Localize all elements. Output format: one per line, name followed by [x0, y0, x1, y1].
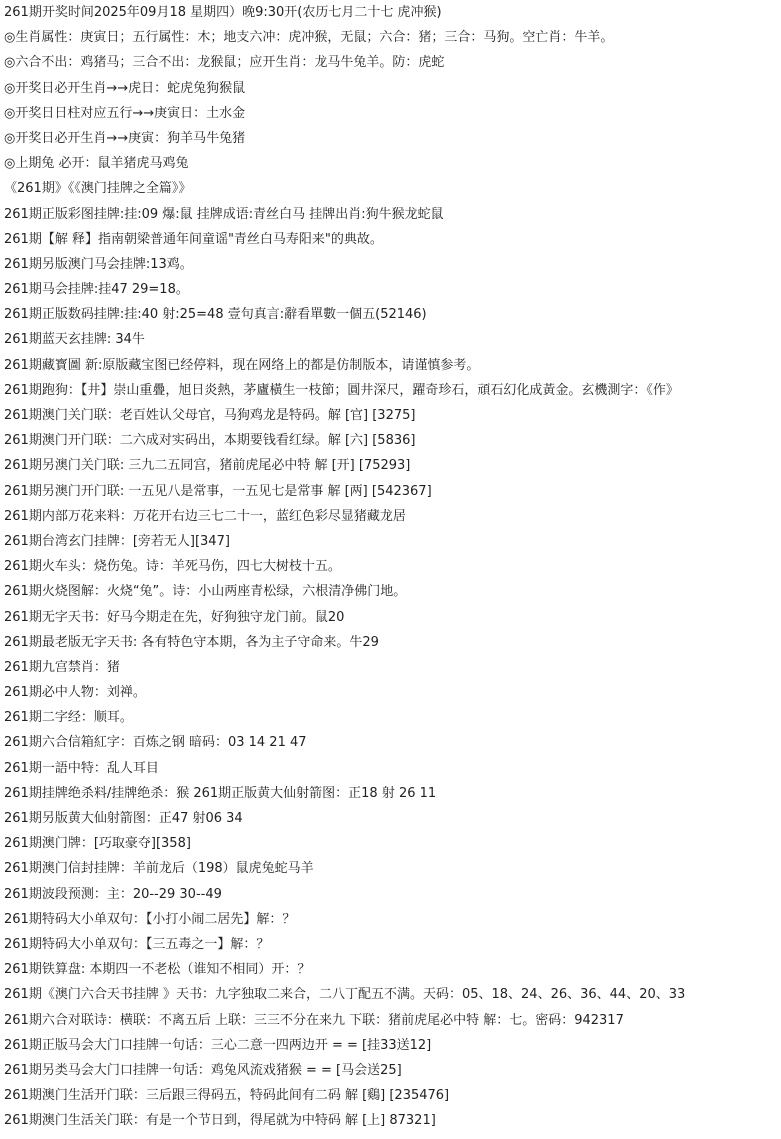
text-line: 261期澳门关门联：老百姓认父母官，马狗鸡龙是特码。解 [官] [3275]	[4, 408, 416, 423]
text-line: 261期澳门信封挂牌：羊前龙后（198）鼠虎兔蛇马羊	[4, 861, 314, 877]
text-line: 261期无字天书：好马今期走在先，好狗独守龙门前。鼠20	[4, 609, 345, 625]
day-pillar-element-line: ◎开奖日日柱对应五行→→庚寅日：土水金	[4, 105, 246, 121]
text-line: 261期六合对联诗：横联：不离五后 上联：三三不分在来九 下联：猪前虎尾必中特 解：七。密码：942317	[4, 1012, 624, 1028]
text-line: 261期九宫禁肖：猪	[4, 659, 120, 675]
text-line: 261期《澳门六合天书挂牌 》天书：九字独取二来合，二八丁配五不满。天码：05、18、24、26、36、44、20、33	[4, 987, 686, 1003]
text-line: 261期铁算盘: 本期四一不老松（谁知不相同）开：？	[4, 962, 311, 978]
text-line: 261期【解 释】指南朝梁普通年间童谣"青丝白马寿阳来"的典故。	[4, 231, 383, 247]
text-line: 261期另澳门关门联: 三九二五同宫，猪前虎尾必中特 解 [开] [75293]	[4, 458, 411, 474]
text-line: 261期六合信箱紅字：百炼之钢 暗码：03 14 21 47	[4, 735, 307, 751]
text-line: 261期另澳门开门联: 一五见八是常事，一五见七是常事 解 [两] [542367]	[4, 483, 432, 499]
text-line: 261期台湾玄门挂牌：[旁若无人][347]	[4, 533, 230, 549]
text-line: 261期最老版无字天书: 各有特色守本期，各为主子守命来。牛29	[4, 634, 379, 650]
zodiac-attribute-line: ◎生肖属性：庚寅日；五行属性：木；地支六冲：虎冲猴，无鼠；六合：猪；三合：马狗。空亡肖：牛羊。	[4, 30, 614, 46]
text-line: 261期藏寳圖 新:原版藏宝图已经停料，现在网络上的都是仿制版本，请谨慎参考。	[4, 357, 480, 373]
text-line: 261期波段预测：主：20--29 30--49	[4, 886, 222, 902]
previous-draw-line: ◎上期兔 必开：鼠羊猪虎马鸡兔	[4, 156, 189, 172]
text-line: 261期另类马会大门口挂牌一句话：鸡兔风流戏猪猴 = = [马会送25]	[4, 1062, 402, 1078]
text-line: 261期特码大小单双句：【三五毒之一】解：？	[4, 936, 270, 952]
text-line: 261期必中人物：刘禅。	[4, 685, 146, 701]
six-harmony-line: ◎六合不出：鸡猪马；三合不出：龙猴鼠；应开生肖：龙马牛兔羊。防：虎蛇	[4, 55, 445, 71]
text-line: 261期跑狗：【井】崇山重疊，旭日炎熱，茅廬橫生一枝節；圓井深尺，躍奇珍石，頑石幻化成黃金。玄機測字：《作》	[4, 382, 679, 398]
section-heading: 《261期》《《澳门挂牌之全篇》》	[4, 181, 192, 197]
text-line: 261期挂牌绝杀料/挂牌绝杀：猴 261期正版黄大仙射箭图：正18 射 26 11	[4, 785, 437, 801]
text-line: 261期澳门牌：[巧取豪夺][358]	[4, 836, 191, 852]
text-line: 261期另版澳门马会挂牌:13鸡。	[4, 256, 193, 272]
text-line: 261期马会挂牌:挂47 29=18。	[4, 282, 189, 298]
text-line: 261期澳门生活开门联：三后跟三得码五，特码此间有二码 解 [鷄] [235476]	[4, 1088, 450, 1104]
text-line: 261期另版黄大仙射箭图：正47 射06 34	[4, 811, 243, 826]
text-line: 261期蓝天玄挂牌: 34牛	[4, 332, 145, 348]
draw-day-zodiac-line: ◎开奖日必开生肖→→虎日：蛇虎兔狗猴鼠	[4, 80, 246, 96]
text-line: 261期二字经：顺耳。	[4, 710, 133, 726]
gengyin-zodiac-line: ◎开奖日必开生肖→→庚寅：狗羊马牛兔猪	[4, 130, 246, 146]
text-line: 261期正版马会大门口挂牌一句话：三心二意一四两边开 = = [挂33送12]	[4, 1037, 432, 1053]
text-line: 261期火烧图解：火烧“兔”。诗：小山两座青松绿，六根清净佛门地。	[4, 584, 407, 600]
text-line: 261期一語中特：乱人耳目	[4, 760, 159, 776]
draw-time-line: 261期开奖时间2025年09月18 星期四）晚9:30开(农历七月二十七 虎冲猴)	[4, 5, 442, 20]
text-line: 261期澳门开门联：二六成对实码出，本期要钱看红绿。解 [六] [5836]	[4, 433, 416, 449]
text-line: 261期正版彩图挂牌:挂:09 爆:鼠 挂牌成语:青丝白马 挂牌出肖:狗牛猴龙蛇鼠	[4, 206, 444, 222]
text-line: 261期火车头：烧伤兔。诗：羊死马伤，四七大树枝十五。	[4, 559, 341, 575]
text-line: 261期特码大小单双句：【小打小闹二居先】解：？	[4, 911, 296, 927]
text-line: 261期内部万花来料：万花开右边三七二十一，蓝红色彩尽显猪藏龙居	[4, 508, 406, 524]
text-line: 261期澳门生活关门联：有是一个节日到，得尾就为中特码 解 [上] 87321]	[4, 1113, 436, 1129]
text-line: 261期正版数码挂牌:挂:40 射:25=48 壹句真言:辭看單數一個五(52146)	[4, 307, 427, 323]
